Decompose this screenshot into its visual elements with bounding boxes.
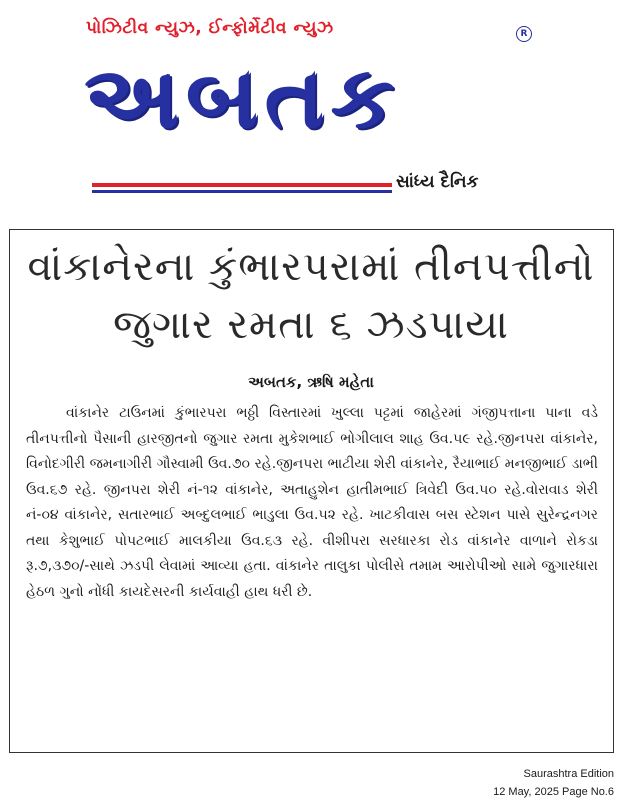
newspaper-logo: અબતક xyxy=(84,48,401,148)
masthead-subtitle: સાંધ્ય દૈનિક xyxy=(396,172,479,192)
edition-date-page: 12 May, 2025 Page No.6 xyxy=(493,786,614,798)
article-headline: વાંકાનેરના કુંભારપરામાં તીનપત્તીનો જુગાર રમતા ૬ ઝડપાયા xyxy=(27,244,595,348)
edition-name: Saurashtra Edition xyxy=(523,768,614,780)
masthead-tagline: પોઝિટીવ ન્યુઝ, ઈન્ફોર્મેટીવ ન્યુઝ xyxy=(86,18,334,38)
masthead xyxy=(0,0,624,215)
masthead-blue-rule xyxy=(92,190,392,193)
article-body: વાંકાનેર ટાઉનમાં કુંભારપરા ભઠ્ઠી વિસ્તારમાં ખુલ્લા પટ્ટમાં જાહેરમાં ગંજીપત્તાના પાના વડે તીનપત્તીનો પૈસાની હારજીતનો જુગાર રમતા મુકેશભાઈ ભોગીલાલ શાહ ઉવ.૫૯ રહે.જીનપરા વાંકાનેર, વિનોદગીરી જમનાગીરી ગૌસ્વામી ઉવ.૭૦ રહે.જીનપરા ભાટીયા શેરી વાંકાનેર, રૈયાભાઈ મનજીભાઈ ડાભી ઉવ.૬૭ રહે. જીનપરા શેરી નં-૧૨ વાંકાનેર, અતાહુશેન હાતીમભાઈ ત્રિવેદી ઉવ.૫૦ રહે.વોરાવાડ શેરી નં-૦૪ વાંકાનેર, સતારભાઈ અબ્દુલભાઈ ભાડુલા ઉવ.૫૨ રહે. ખાટકીવાસ બસ સ્ટેશન પાસે સુરેન્દ્રનગર તથા કેશુભાઈ પોપટભાઈ માલકીયા ઉવ.૬૩ રહે. વીશીપરા સરધારકા રોડ વાંકાનેર વાળાને રોકડા રૂ.૭,૩૭૦/-સાથે ઝડપી લેવામાં આવ્યા હતા. વાંકાનેર તાલુકા પોલીસે તમામ આરોપીઓ સામે જુગારધારા હેઠળ ગુનો નોંધી કાયદેસરની કાર્યવાહી હાથ ધરી છે. xyxy=(26,405,598,600)
news-article xyxy=(9,229,614,753)
registered-mark-icon: R xyxy=(516,26,532,42)
article-byline: અબતક, ઋષિ મહેતા xyxy=(248,373,374,391)
masthead-red-rule xyxy=(92,183,392,187)
edition-info xyxy=(493,765,614,801)
